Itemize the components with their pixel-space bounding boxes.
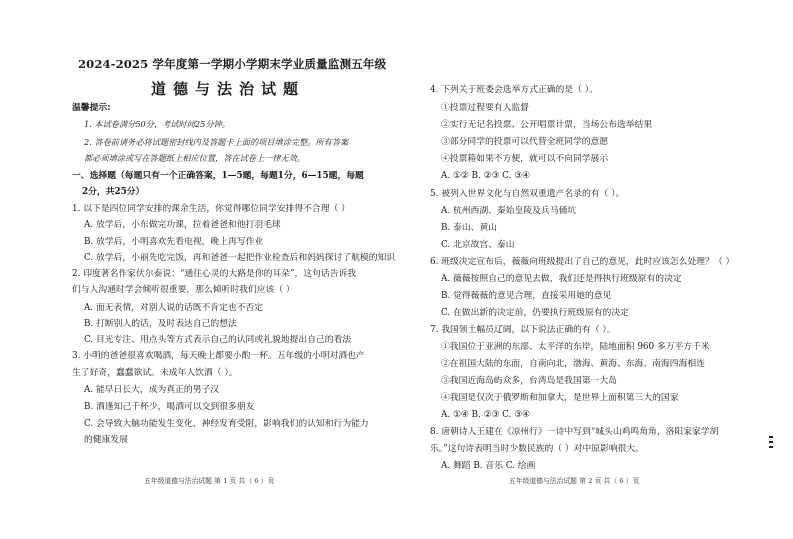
- q3-option-c-cont: 的健康发展: [84, 435, 128, 445]
- q5-stem: 5. 被列入世界文化与自然双重遗产名录的有（ ）。: [430, 189, 625, 199]
- q5-option-c: C. 北京故宫、泰山: [441, 240, 515, 250]
- q4-item-4: ④投票箱如果不方便，就可以不向同学展示: [441, 154, 609, 164]
- q1-option-a: A. 放学后，小东做完功课，拉着爸爸和他打羽毛球: [84, 220, 281, 230]
- section-heading-line-2: 2分，共25分）: [82, 187, 145, 197]
- q5-option-a: A. 杭州西湖、秦始皇陵及兵马俑坑: [441, 206, 577, 216]
- q5-option-b: B. 泰山、黄山: [441, 223, 498, 233]
- right-page: [400, 0, 793, 539]
- q6-option-c: C. 在做出新的决定前，仍要执行班级原有的决定: [441, 308, 629, 318]
- right-page-footer: 五年级道德与法治试题 第 2 页 共（ 6 ）页: [509, 477, 640, 485]
- q2-option-a: A. 面无表情，对别人说的话既不肯定也不否定: [84, 303, 264, 313]
- binding-edge-mark: [769, 436, 774, 454]
- q1-stem: 1. 以下是四位同学安排的课余生活，你觉得哪位同学安排得不合理（ ）: [72, 204, 350, 214]
- q6-option-a: A. 薇薇按照自己的意见去做，我们还是得执行班级原有的决定: [441, 274, 682, 284]
- q7-item-1: ①我国位于亚洲的东部、太平洋的东岸，陆地面积 960 多万平方千米: [441, 342, 710, 352]
- notice-line-1: 1. 本试卷满分50分，考试时间25分钟。: [84, 119, 230, 129]
- q8-stem-line-2: 乐。”这句诗表明当时少数民族的（ ）对中原影响很大。: [430, 444, 645, 454]
- left-page-footer: 五年级道德与法治试题 第 1 页 共（ 6 ）页: [144, 477, 275, 485]
- q3-stem-line-2: 生了好奇，蠢蠢欲试。未成年人饮酒（ ）。: [72, 368, 238, 378]
- q3-option-c: C. 会导致大脑功能发生变化，神经发育受阻，影响我们的认知和行为能力: [84, 419, 369, 429]
- q3-option-a: A. 能早日长大，成为真正的男子汉: [84, 385, 220, 395]
- q2-option-b: B. 打断别人的话，及时表达自己的想法: [84, 319, 237, 329]
- q4-choices: A. ①② B. ②③ C. ③④: [441, 171, 530, 181]
- q8-stem-line-1: 8. 唐朝诗人王建在《凉州行》一诗中写到“城头山鸡鸣角角，洛阳家家学胡: [430, 427, 719, 437]
- q3-stem-line-1: 3. 小明的爸爸很喜欢喝酒，每天晚上都要小酌一杯。五年级的小明对酒也产: [72, 351, 365, 361]
- q4-stem: 4. 下列关于班委会选举方式正确的是（ ）。: [430, 85, 598, 95]
- exam-title: 2024-2025 学年度第一学期小学期末学业质量监测五年级: [78, 57, 387, 71]
- q4-item-3: ③部分同学的投票可以代替全班同学的意愿: [441, 137, 609, 147]
- q1-option-b: B. 放学后，小明喜欢先看电视，晚上再写作业: [84, 237, 264, 247]
- q6-stem: 6. 班级决定宣布后，薇薇向班级提出了自己的意见，此时应该怎么处理？（ ）: [430, 257, 735, 267]
- q7-choices: A. ①④ B. ②③ C. ③④: [441, 410, 530, 420]
- q2-option-c: C. 目光专注、用点头等方式表示自己的认同或礼貌地提出自己的看法: [84, 335, 352, 345]
- q8-choices: A. 舞蹈 B. 音乐 C. 绘画: [441, 461, 536, 471]
- q4-item-2: ②实行无记名投票、公开唱票计票，当场公布选举结果: [441, 120, 653, 130]
- notice-line-3: 都必须填涂或写在答题纸上相应位置，答在试卷上一律无效。: [84, 153, 306, 163]
- q7-stem: 7. 我国领土幅员辽阔，以下说法正确的有（ ）。: [430, 325, 616, 335]
- q1-option-c: C. 放学后，小丽先吃完饭，再和爸爸一起把作业检查后和妈妈探讨了航模的知识: [84, 253, 396, 263]
- q4-item-1: ①投票过程要有人监督: [441, 103, 529, 113]
- subject-title: 道德与法治试题: [150, 80, 305, 98]
- notice-line-2: 2. 答卷前请务必将试题密封线内及答题卡上面的项目填涂完整。所有答案: [84, 137, 349, 147]
- q6-option-b: B. 觉得薇薇的意见合理，直接采用她的意见: [441, 291, 612, 301]
- q7-item-4: ④我国是仅次于俄罗斯和加拿大，是世界上面积第三大的国家: [441, 393, 679, 403]
- q7-item-3: ③我国近海岛屿众多，台湾岛是我国第一大岛: [441, 376, 617, 386]
- q2-stem-line-2: 们与人沟通时学会倾听很重要，那么倾听时我们应该（ ）: [72, 285, 295, 295]
- q7-item-2: ②在祖国大陆的东面，自南向北，渤海、黄海、东海、南海四海相连: [441, 359, 705, 369]
- notice-heading: 温馨提示:: [72, 103, 111, 113]
- q2-stem-line-1: 2. 印度著名作家伏尔泰说：“通往心灵的大路是你的耳朵”，这句话告诉我: [72, 269, 357, 279]
- section-heading-line-1: 一、选择题（每题只有一个正确答案，1—5题，每题1分，6—15题，每题: [72, 171, 364, 181]
- q3-option-b: B. 酒逢知己千杯少，喝酒可以交到很多朋友: [84, 402, 255, 412]
